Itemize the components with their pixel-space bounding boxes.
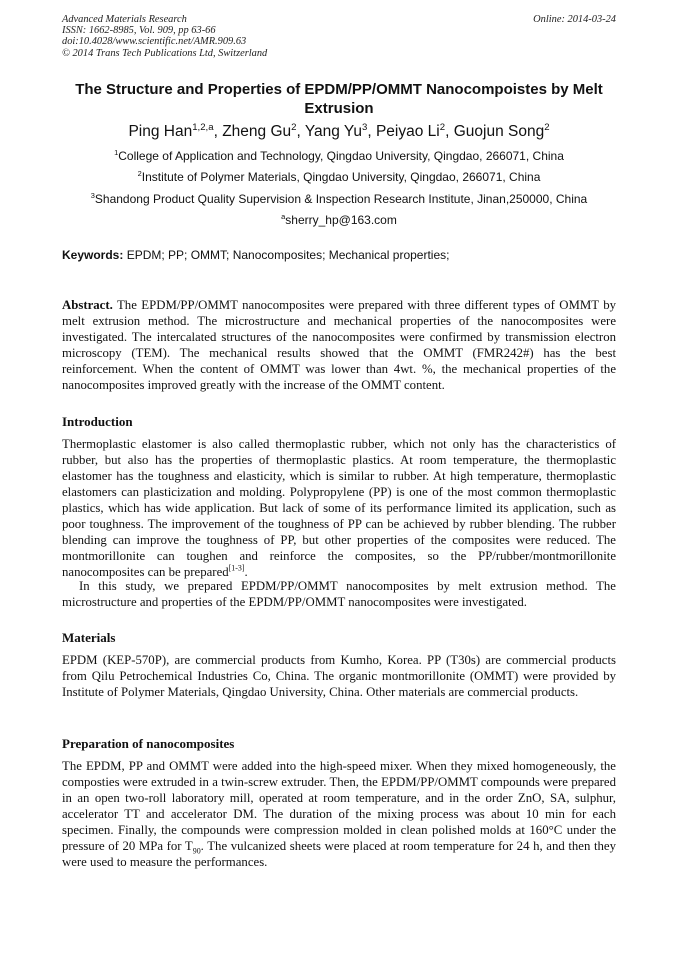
- materials-paragraph: EPDM (KEP-570P), are commercial products from Kumho, Korea. PP (T30s) are commercial products from Qilu Petrochemical Industries Co, China. The organic montmorillonite (OMMT) were provided by Institute of Polymer Materials, Qingdao University, China. Other materials are commercial products.: [62, 653, 616, 699]
- abstract-label: Abstract.: [62, 298, 113, 312]
- abstract-text: The EPDM/PP/OMMT nanocomposites were prepared with three different types of OMMT by melt extrusion method. The microstructure and mechanical properties of the nanocomposites were investigated. The intercalated structures of the nanocomposites were confirmed by transmission electron microscopy (TEM). The mechanical results showed that the OMMT (FMR242#) has the best reinforcement. When the content of OMMT was lower than 4wt. %, the mechanical properties of the nanocomposites improved greatly with the increase of the OMMT content.: [62, 298, 616, 392]
- author-name: Guojun Song: [453, 123, 545, 140]
- introduction-paragraph-2: In this study, we prepared EPDM/PP/OMMT nanocomposites by melt extrusion method. The microstructure and properties of the EPDM/PP/OMMT nanocomposites were investigated.: [62, 579, 616, 609]
- affiliation-1: [62, 149, 616, 164]
- citation-ref[interactable]: [1-3]: [228, 563, 245, 573]
- keywords-text: EPDM; PP; OMMT; Nanocomposites; Mechanical properties;: [123, 248, 450, 262]
- subscript: 90: [192, 846, 201, 856]
- author-affil-mark: 3: [362, 121, 368, 133]
- paragraph-text: . The vulcanized sheets were placed at room temperature for 24 h, and then they were used to measure the performances.: [62, 839, 616, 869]
- author-name: Ping Han: [128, 123, 193, 140]
- doi-link[interactable]: doi:10.4028/www.scientific.net/AMR.909.63: [62, 36, 247, 48]
- issn-line: ISSN: 1662-8985, Vol. 909, pp 63-66: [62, 25, 216, 37]
- section-heading-preparation: Preparation of nanocomposites: [62, 736, 235, 751]
- author-separator: ,: [367, 123, 376, 140]
- copyright-line: © 2014 Trans Tech Publications Ltd, Switzerland: [62, 47, 268, 59]
- author-name: Peiyao Li: [375, 123, 440, 140]
- affiliation-text: Institute of Polymer Materials, Qingdao University, Qingdao, 266071, China: [141, 170, 541, 184]
- keywords-line: [62, 248, 616, 263]
- section-heading-materials: Materials: [62, 630, 116, 645]
- author-name: Yang Yu: [304, 123, 362, 140]
- author-affil-mark: 1,2,a: [192, 121, 214, 133]
- affiliation-text: Shandong Product Quality Supervision & Inspection Research Institute, Jinan,250000, China: [94, 192, 588, 206]
- author-affil-mark: 2: [544, 121, 550, 133]
- paragraph-text: Thermoplastic elastomer is also called thermoplastic rubber, which not only has the characteristics of rubber, but also has the properties of thermoplastic plastics. At room temperature, the thermoplastic elastomer has the toughness and elasticity, which is similar to rubber. At high temperature, thermoplastic elastomers can plasticization and molding. Polypropylene (PP) is one of the most common thermoplastic plastics, which has wide application. But lack of some of its performance limited its application, such as poor toughness. The improvement of the toughness of PP can be achieved by rubber blending. The rubber blending can improve the toughness of PP, but other properties of the composites were reduced. The montmorillonite can toughen and reinforce the composites, so the PP/rubber/montmorillonite nanocomposites can be prepared: [62, 437, 616, 579]
- author-separator: ,: [213, 123, 223, 140]
- affiliation-mark: a: [281, 212, 286, 221]
- paper-title: The Structure and Properties of EPDM/PP/OMMT Nanocompoistes by Melt Extrusion: [75, 81, 603, 117]
- author-list: [62, 122, 616, 142]
- preparation-paragraph: [62, 758, 616, 870]
- introduction-paragraph-1: [62, 436, 616, 580]
- paragraph-text: The EPDM, PP and OMMT were added into the high-speed mixer. When they mixed homogeneously, the composties were extruded in a twin-screw extruder. Then, the EPDM/PP/OMMT compounds were prepared in an open two-roll laboratory mill, operated at room temperature, and in the order ZnO, SA, sulphur, accelerator TT and accelerator DM. The duration of the mixing process was about 10 min for each specimen. Finally, the compounds were compression molded in clean polished molds at 160°C under the pressure of 20 MPa for T: [62, 759, 616, 853]
- email-link[interactable]: sherry_hp@163.com: [285, 213, 397, 227]
- paragraph-end: .: [244, 565, 248, 579]
- author-separator: ,: [296, 123, 305, 140]
- journal-name: Advanced Materials Research: [62, 14, 187, 25]
- affiliation-mark: 1: [114, 148, 119, 157]
- keywords-label: Keywords:: [62, 248, 124, 262]
- online-date: Online: 2014-03-24: [533, 14, 616, 25]
- affiliation-mark: 3: [90, 191, 95, 200]
- abstract-paragraph: [62, 297, 616, 393]
- affiliation-text: College of Application and Technology, Qingdao University, Qingdao, 266071, China: [118, 149, 564, 163]
- affiliation-3: [62, 192, 616, 207]
- affiliation-2: [62, 170, 616, 185]
- affiliation-mark: 2: [137, 169, 142, 178]
- journal-header: [62, 14, 616, 59]
- author-separator: ,: [445, 123, 454, 140]
- author-affil-mark: 2: [439, 121, 446, 133]
- corresponding-email: [62, 213, 616, 228]
- author-name: Zheng Gu: [222, 123, 292, 140]
- author-affil-mark: 2: [291, 121, 297, 133]
- section-heading-introduction: Introduction: [62, 414, 133, 429]
